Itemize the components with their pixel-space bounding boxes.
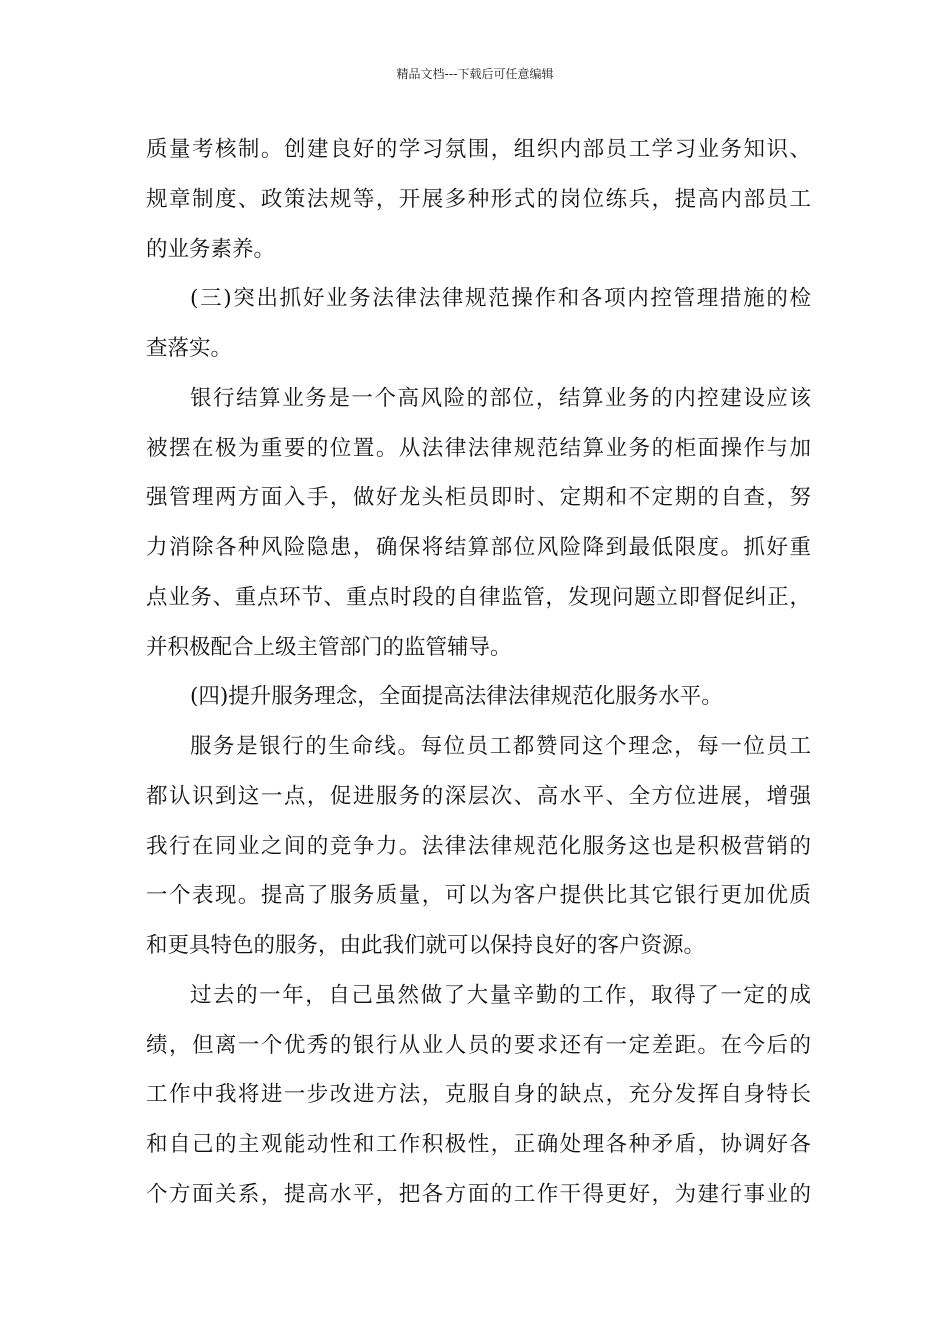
text-line: 我行在同业之间的竞争力。法律法律规范化服务这也是积极营销的: [146, 833, 811, 859]
text-line: 个方面关系，提高水平，把各方面的工作干得更好，为建行事业的: [146, 1181, 811, 1207]
text-line: 过去的一年，自己虽然做了大量辛勤的工作，取得了一定的成: [190, 982, 811, 1008]
text-line: 绩，但离一个优秀的银行从业人员的要求还有一定差距。在今后的: [146, 1032, 811, 1058]
document-body: [146, 125, 811, 1220]
page-header: 精品文档---下载后可任意编辑: [396, 67, 554, 81]
text-line: 一个表现。提高了服务质量，可以为客户提供比其它银行更加优质: [146, 883, 811, 909]
text-line: 和更具特色的服务，由此我们就可以保持良好的客户资源。: [146, 933, 706, 958]
text-line: 和自己的主观能动性和工作积极性，正确处理各种矛盾，协调好各: [146, 1132, 811, 1157]
text-line: 并积极配合上级主管部门的监管辅导。: [146, 634, 512, 660]
text-line: 强管理两方面入手，做好龙头柜员即时、定期和不定期的自查，努: [146, 485, 811, 511]
text-line: 工作中我将进一步改进方法，克服自身的缺点，充分发挥自身特长: [146, 1082, 811, 1108]
text-line: 力消除各种风险隐患，确保将结算部位风险降到最低限度。抓好重: [146, 535, 811, 560]
text-line: 点业务、重点环节、重点时段的自律监管，发现问题立即督促纠正，: [146, 584, 811, 610]
text-line: 银行结算业务是一个高风险的部位，结算业务的内控建设应该: [190, 385, 811, 411]
section-heading-line: (四)提升服务理念，全面提高法律法律规范化服务水平。: [190, 684, 723, 710]
text-line: 质量考核制。创建良好的学习氛围，组织内部员工学习业务知识、: [146, 137, 811, 162]
text-line: 规章制度、政策法规等，开展多种形式的岗位练兵，提高内部员工: [146, 186, 811, 212]
text-line: 都认识到这一点，促进服务的深层次、高水平、全方位进展，增强: [146, 783, 811, 809]
section-heading-line: 查落实。: [146, 336, 233, 361]
text-line: 服务是银行的生命线。每位员工都赞同这个理念，每一位员工: [190, 734, 811, 759]
text-line: 被摆在极为重要的位置。从法律法律规范结算业务的柜面操作与加: [146, 435, 811, 461]
text-line: 的业务素养。: [146, 236, 276, 262]
section-heading-line: (三)突出抓好业务法律法律规范操作和各项内控管理措施的检: [190, 286, 811, 312]
